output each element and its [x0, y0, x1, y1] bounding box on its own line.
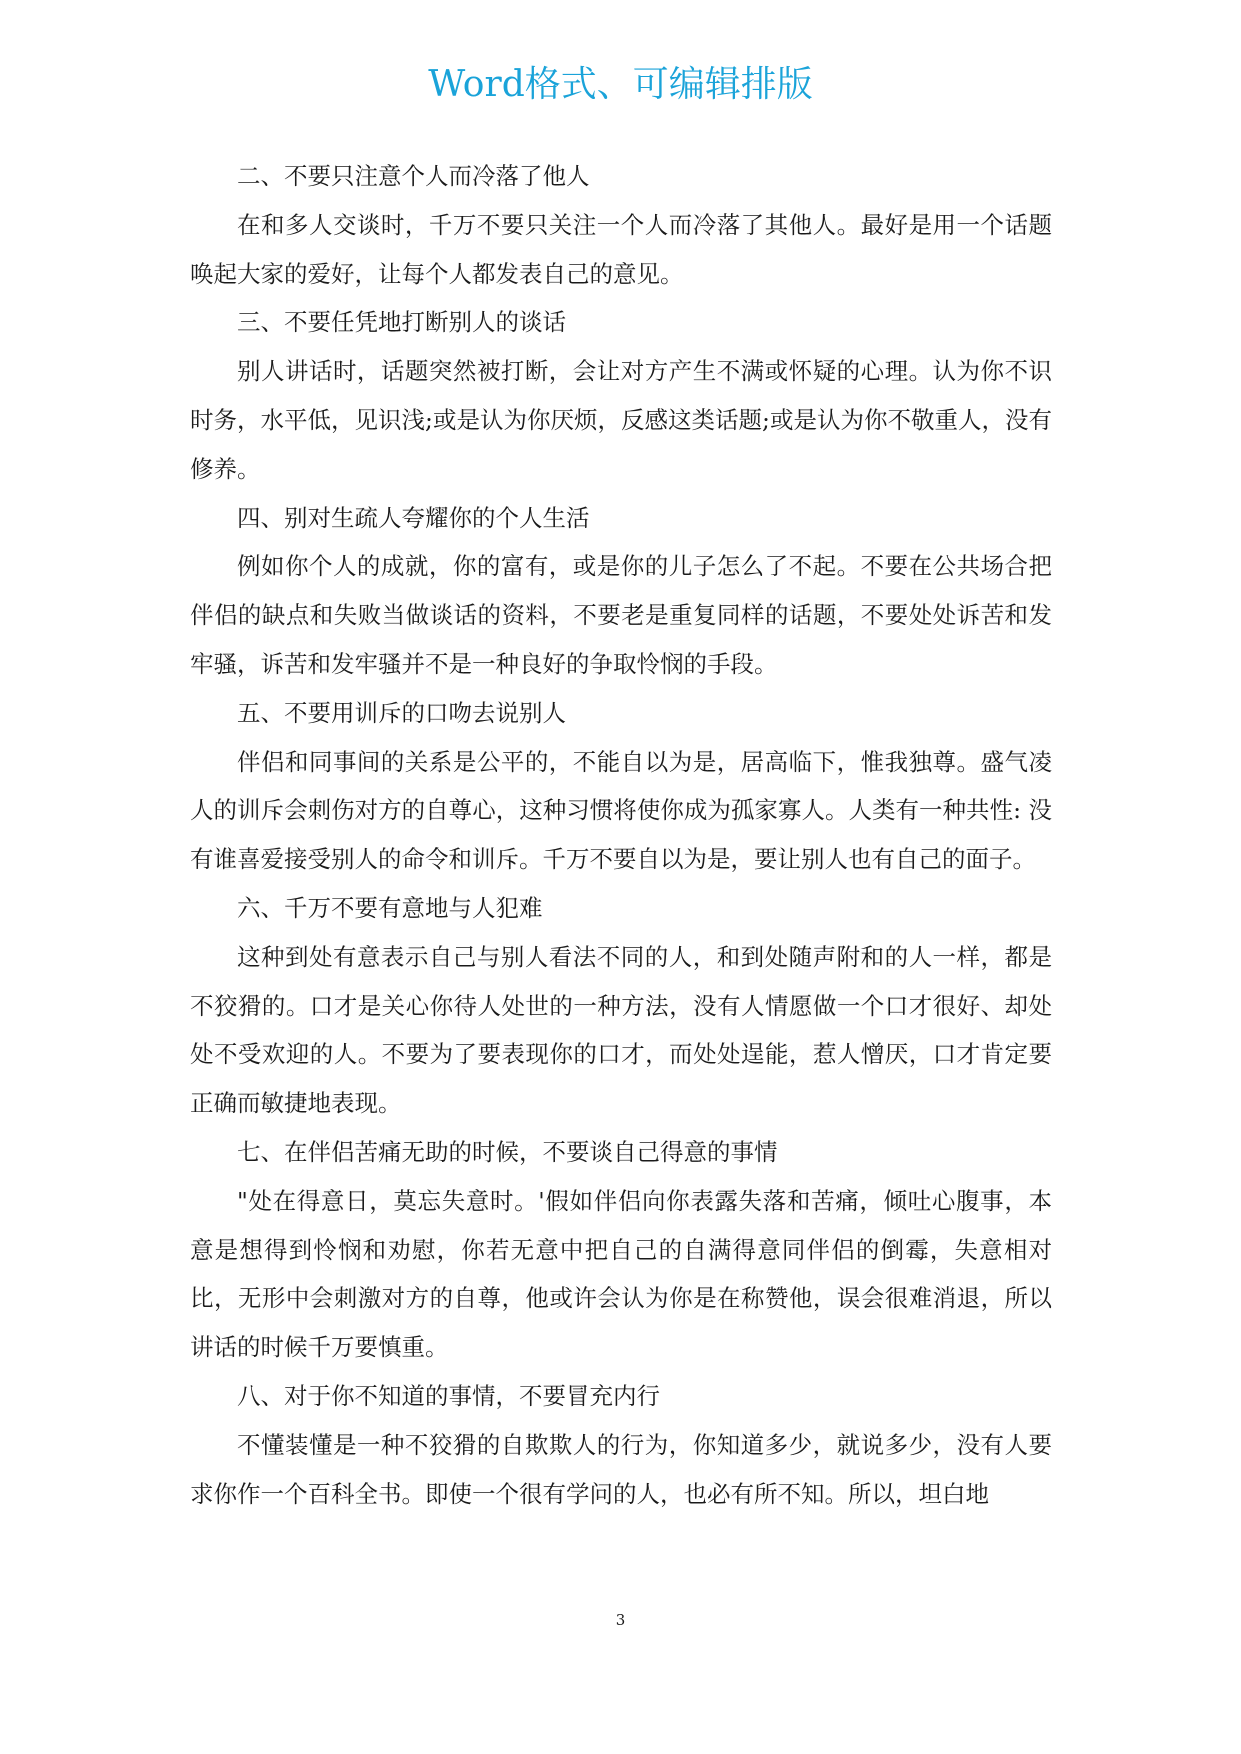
- page-header-title: Word格式、可编辑排版: [428, 64, 813, 105]
- section-heading: 二、不要只注意个人而冷落了他人: [237, 162, 590, 190]
- section-heading: 三、不要任凭地打断别人的谈话: [237, 308, 566, 337]
- document-body: [190, 152, 1052, 1518]
- section-paragraph: 不懂装懂是一种不狡猾的自欺欺人的行为，你知道多少，就说多少，没有人要求你作一个百科全书。即使一个很有学问的人，也必有所不知。所以，坦白地: [190, 1430, 1052, 1508]
- section-paragraph: 在和多人交谈时，千万不要只关注一个人而冷落了其他人。最好是用一个话题唤起大家的爱好，让每个人都发表自己的意见。: [190, 210, 1052, 288]
- section-paragraph: 别人讲话时，话题突然被打断，会让对方产生不满或怀疑的心理。认为你不识时务，水平低，见识浅;或是认为你厌烦，反感这类话题;或是认为你不敬重人，没有修养。: [190, 357, 1052, 483]
- section-heading: 五、不要用训斥的口吻去说别人: [237, 698, 566, 727]
- section-heading: 六、千万不要有意地与人犯难: [237, 893, 543, 922]
- section-paragraph: 这种到处有意表示自己与别人看法不同的人，和到处随声附和的人一样，都是不狡猾的。口才是关心你待人处世的一种方法，没有人情愿做一个口才很好、却处处不受欢迎的人。不要为了要表现你的口才，而处处逞能，惹人憎厌，口才肯定要正确而敏捷地表现。: [190, 942, 1052, 1118]
- section-heading: 四、别对生疏人夸耀你的个人生活: [237, 503, 590, 532]
- section-heading: 七、在伴侣苦痛无助的时候，不要谈自己得意的事情: [237, 1137, 778, 1166]
- section-paragraph: 伴侣和同事间的关系是公平的，不能自以为是，居高临下，惟我独尊。盛气凌人的训斥会刺伤对方的自尊心，这种习惯将使你成为孤家寡人。人类有一种共性: 没有谁喜爱接受别人的命令和训斥。千万不要自以为是，要让别人也有自己的面子。: [190, 747, 1052, 874]
- section-paragraph: 例如你个人的成就，你的富有，或是你的儿子怎么了不起。不要在公共场合把伴侣的缺点和失败当做谈话的资料，不要老是重复同样的话题，不要处处诉苦和发牢骚，诉苦和发牢骚并不是一种良好的争取怜悯的手段。: [190, 552, 1052, 678]
- section-heading: 八、对于你不知道的事情，不要冒充内行: [237, 1381, 660, 1410]
- section-paragraph: "处在得意日，莫忘失意时。'假如伴侣向你表露失落和苦痛，倾吐心腹事，本意是想得到怜悯和劝慰，你若无意中把自己的自满得意同伴侣的倒霉，失意相对比，无形中会刺激对方的自尊，他或许会认为你是在称赞他，误会很难消退，所以讲话的时候千万要慎重。: [190, 1186, 1052, 1362]
- page-number: 3: [615, 1611, 626, 1629]
